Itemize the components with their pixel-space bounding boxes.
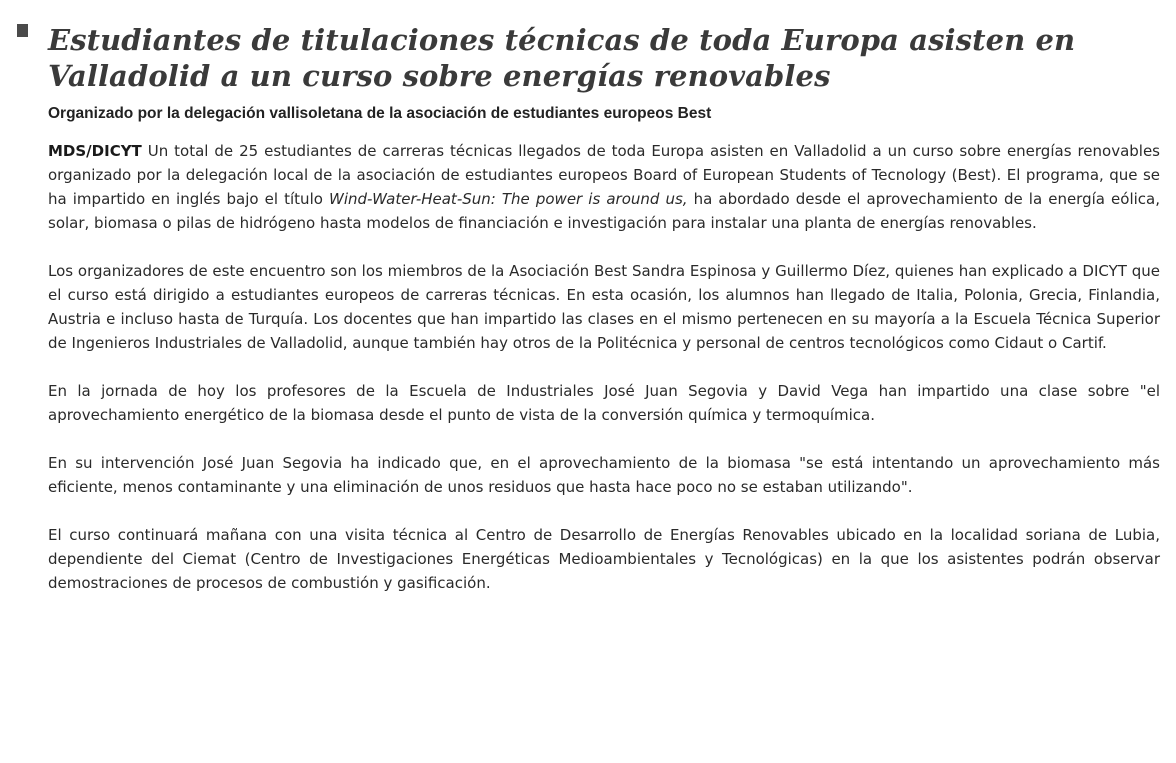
article-headline: Estudiantes de titulaciones técnicas de toda Europa asisten en Valladolid a un curso sobre energías renovables: [48, 23, 1076, 93]
paragraph-4: En su intervención José Juan Segovia ha indicado que, en el aprovechamiento de la biomasa "se está intentando un aprovechamiento más eficiente, menos contaminante y una eliminación de unos residuos que hasta hace poco no se estaban utilizando".: [48, 454, 1160, 496]
byline: MDS/DICYT: [48, 142, 142, 160]
article-body: [48, 139, 1160, 595]
square-bullet-icon: [17, 24, 28, 37]
paragraph-2: Los organizadores de este encuentro son los miembros de la Asociación Best Sandra Espinosa y Guillermo Díez, quienes han explicado a DICYT que el curso está dirigido a estudiantes europeos de carreras técnicas. En esta ocasión, los alumnos han llegado de Italia, Polonia, Grecia, Finlandia, Austria e incluso hasta de Turquía. Los docentes que han impartido las clases en el mismo pertenecen en su mayoría a la Escuela Técnica Superior de Ingenieros Industriales de Valladolid, aunque también hay otros de la Politécnica y personal de centros tecnológicos como Cidaut o Cartif.: [48, 262, 1160, 352]
paragraph-3: En la jornada de hoy los profesores de la Escuela de Industriales José Juan Segovia y David Vega han impartido una clase sobre "el aprovechamiento energético de la biomasa desde el punto de vista de la conversión química y termoquímica.: [48, 382, 1160, 424]
paragraph-1: [48, 139, 1160, 235]
paragraph-1-text-a: Un total de 25 estudiantes de carreras técnicas llegados de toda Europa asisten en Valladolid a un curso sobre energías renovables organizado por la delegación local de la asociación de estudiantes europeos Board of European Students of Tecnology (Best). El programa, que se ha impartido en inglés bajo el título: [48, 142, 1160, 208]
paragraph-1-text-b: ha abordado desde el aprovechamiento de la energía eólica, solar, biomasa o pilas de hidrógeno hasta modelos de financiación e investigación para instalar una planta de energías renovables.: [48, 190, 1160, 232]
article-subhead: Organizado por la delegación vallisoletana de la asociación de estudiantes europeos Best: [48, 105, 712, 122]
paragraph-5: El curso continuará mañana con una visita técnica al Centro de Desarrollo de Energías Renovables ubicado en la localidad soriana de Lubia, dependiente del Ciemat (Centro de Investigaciones Energéticas Medioambientales y Tecnológicas) en la que los asistentes podrán observar demostraciones de procesos de combustión y gasificación.: [48, 526, 1160, 592]
course-title: Wind-Water-Heat-Sun: The power is around us,: [328, 190, 688, 208]
